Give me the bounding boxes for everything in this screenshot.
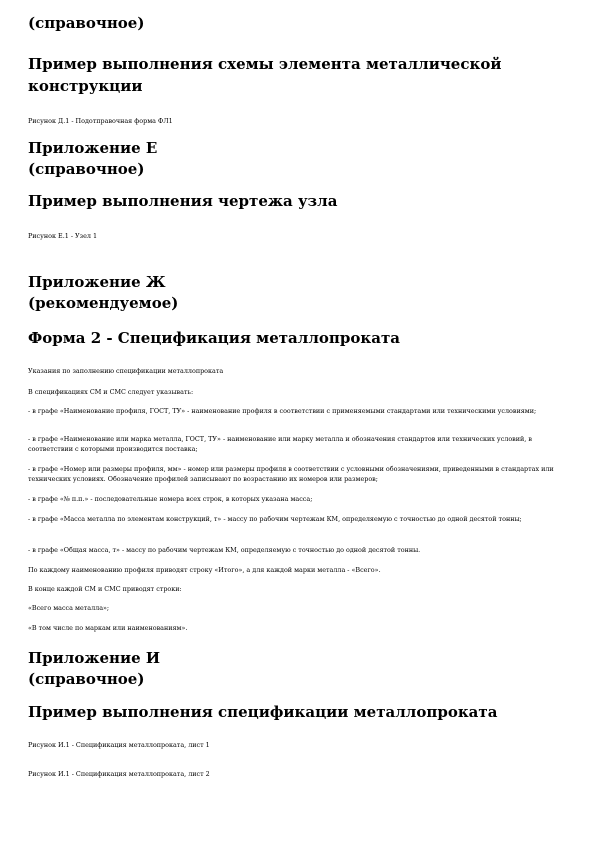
annex-e-title: Пример выполнения чертежа узла	[28, 192, 338, 210]
annex-e-status: (справочное)	[28, 160, 145, 178]
figure-caption-e1: Рисунок Е.1 - Узел 1	[28, 232, 98, 240]
closing-row-breakdown: «В том числе по маркам или наименованиям».	[28, 624, 188, 632]
form-2-title: Форма 2 - Спецификация металлопроката	[28, 329, 400, 347]
instruction-total-mass: - в графе «Общая масса, т» - массу по рабочим чертежам КМ, определяемую с точностью до одной десятой тонны.	[28, 546, 421, 554]
annex-i-heading: Приложение И	[28, 649, 161, 667]
figure-caption-i1-sheet-2: Рисунок И.1 - Спецификация металлопроката, лист 2	[28, 770, 210, 778]
annex-i-title: Пример выполнения спецификации металлопроката	[28, 703, 498, 721]
annex-i-status: (справочное)	[28, 670, 145, 688]
annex-zh-heading: Приложение Ж	[28, 273, 166, 291]
annex-d-title-line-1: Пример выполнения схемы элемента металлической	[28, 55, 502, 73]
figure-caption-d1: Рисунок Д.1 - Подотправочная форма ФЛ1	[28, 117, 173, 125]
instruction-metal-grade: - в графе «Наименование или марка металла, ГОСТ, ТУ» - наименование или марку металла и обозначения стандартов или технических условий, в соответствии с которыми производится поставка;	[28, 435, 532, 453]
annex-e-heading: Приложение Е	[28, 139, 158, 157]
instructions-intro: В спецификациях СМ и СМС следует указывать:	[28, 388, 194, 396]
instruction-row-number: - в графе «№ п.п.» - последовательные номера всех строк, в которых указана масса;	[28, 495, 313, 503]
figure-caption-i1-sheet-1: Рисунок И.1 - Спецификация металлопроката, лист 1	[28, 741, 210, 749]
instruction-profile-size: - в графе «Номер или размеры профиля, мм» - номер или размеры профиля в соответствии с условными обозначениями, приведенными в стандартах или технических условиях. Обозначение профилей записывают по возрастанию их номеров или размеров;	[28, 465, 554, 483]
annex-d-title-line-2: конструкции	[28, 77, 143, 95]
instruction-closing-rows: В конце каждой СМ и СМС приводят строки:	[28, 585, 182, 593]
closing-row-total: «Всего масса металла»;	[28, 604, 110, 612]
annex-d-status: (справочное)	[28, 14, 145, 32]
instruction-profile-name: - в графе «Наименование профиля, ГОСТ, ТУ» - наименование профиля в соответствии с применяемыми стандартами или техническими условиями;	[28, 407, 537, 415]
instructions-heading: Указания по заполнению спецификации металлопроката	[28, 367, 224, 375]
instruction-element-mass: - в графе «Масса металла по элементам конструкций, т» - массу по рабочим чертежам КМ, определяемую с точностью до одной десятой тонны;	[28, 515, 522, 523]
instruction-subtotals: По каждому наименованию профиля приводят строку «Итого», а для каждой марки металла - «Всего».	[28, 566, 381, 574]
annex-zh-status: (рекомендуемое)	[28, 294, 179, 312]
